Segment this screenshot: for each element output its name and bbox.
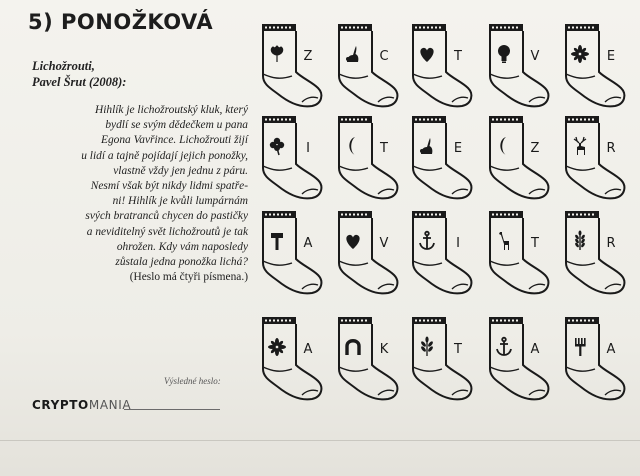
deer-icon xyxy=(570,135,590,157)
sock-card xyxy=(406,114,476,204)
book-author: Pavel Šrut (2008): xyxy=(32,75,127,89)
puzzle-title: 5) PONOŽKOVÁ xyxy=(28,10,214,34)
sock-letter: E xyxy=(606,49,616,64)
story-text xyxy=(30,103,248,285)
sock-letter: Z xyxy=(303,49,313,64)
sock-letter: V xyxy=(379,236,389,251)
page-bottom-edge xyxy=(0,440,640,441)
story-line: Hihlík je lichožroutský kluk, který xyxy=(95,104,248,116)
story-line: u lidí a tajně pojídají jejich ponožky, xyxy=(81,149,248,162)
sock-letter: I xyxy=(306,141,310,156)
sock-card xyxy=(332,209,402,299)
sock-letter: T xyxy=(454,342,462,357)
answer-input-line[interactable] xyxy=(124,409,220,410)
answer-label: Výsledné heslo: xyxy=(164,376,221,386)
wheat-icon xyxy=(570,230,590,252)
clover-icon xyxy=(267,135,287,157)
sock-card xyxy=(256,315,326,405)
sock-letter: V xyxy=(530,49,540,64)
sock-card xyxy=(332,315,402,405)
giraffe-icon xyxy=(494,230,514,252)
moon-icon xyxy=(494,135,514,157)
sock-letter: I xyxy=(456,236,460,251)
cryptomania-logo xyxy=(32,398,131,412)
lightbulb-icon xyxy=(494,43,514,65)
sock-card xyxy=(483,114,553,204)
horseshoe-icon xyxy=(343,336,363,358)
rabbit-icon xyxy=(417,135,437,157)
hammer-icon xyxy=(267,230,287,252)
story-line: Nesmí však být nikdy lidmi spatře- xyxy=(90,180,248,193)
moon-icon xyxy=(343,135,363,157)
story-line: Egona Vavřince. Lichožrouti žijí xyxy=(100,134,248,147)
anchor-icon xyxy=(417,230,437,252)
flower-icon xyxy=(570,43,590,65)
sock-letter: T xyxy=(380,141,388,156)
story-line: vlastně vždy jen jednu z páru. xyxy=(113,164,248,177)
sock-card xyxy=(332,114,402,204)
sock-letter: K xyxy=(379,342,389,357)
book-title: Lichožrouti, xyxy=(32,59,95,73)
sock-card xyxy=(559,209,629,299)
book-reference xyxy=(32,58,126,90)
sock-card xyxy=(406,315,476,405)
sock-card xyxy=(256,209,326,299)
sock-card xyxy=(559,22,629,112)
sock-letter: T xyxy=(454,49,462,64)
sock-card xyxy=(483,22,553,112)
story-line: ni! Hihlík je kvůli lumpárnám xyxy=(112,195,248,208)
sock-card xyxy=(406,209,476,299)
story-line: svých bratranců chycen do pastičky xyxy=(85,210,248,223)
sock-card xyxy=(256,114,326,204)
sock-card xyxy=(406,22,476,112)
story-lines xyxy=(30,103,248,270)
sock-card xyxy=(483,209,553,299)
sock-letter: Z xyxy=(530,141,540,156)
logo-part-crypto: CRYPTO xyxy=(32,398,89,412)
story-line: ohrožen. Kdy vám naposledy xyxy=(116,240,248,253)
sock-card xyxy=(256,22,326,112)
sock-card xyxy=(559,114,629,204)
sock-card xyxy=(483,315,553,405)
sock-letter: A xyxy=(303,342,313,357)
sock-letter: A xyxy=(303,236,313,251)
sock-card xyxy=(332,22,402,112)
sock-letter: R xyxy=(606,141,616,156)
rabbit-icon xyxy=(343,43,363,65)
sock-letter: A xyxy=(606,342,616,357)
heart-icon xyxy=(417,43,437,65)
logo-part-mania: MANIA xyxy=(88,398,132,412)
story-line: bydlí se svým dědečkem u pana xyxy=(105,119,248,132)
fork-icon xyxy=(570,336,590,358)
sock-letter: E xyxy=(453,141,463,156)
sock-letter: A xyxy=(530,342,540,357)
anchor-icon xyxy=(494,336,514,358)
story-line: a neviditelný svět lichožroutů je tak xyxy=(86,225,248,238)
leaf-icon xyxy=(417,336,437,358)
sock-letter: T xyxy=(531,236,539,251)
flower-icon xyxy=(267,336,287,358)
sock-letter: C xyxy=(379,49,389,64)
sock-card xyxy=(559,315,629,405)
heart-icon xyxy=(343,230,363,252)
story-line: zůstala jedna ponožka lichá? xyxy=(115,256,248,269)
ginkgo-leaf-icon xyxy=(267,43,287,65)
story-hint: (Heslo má čtyři písmena.) xyxy=(129,271,248,284)
sock-letter: R xyxy=(606,236,616,251)
